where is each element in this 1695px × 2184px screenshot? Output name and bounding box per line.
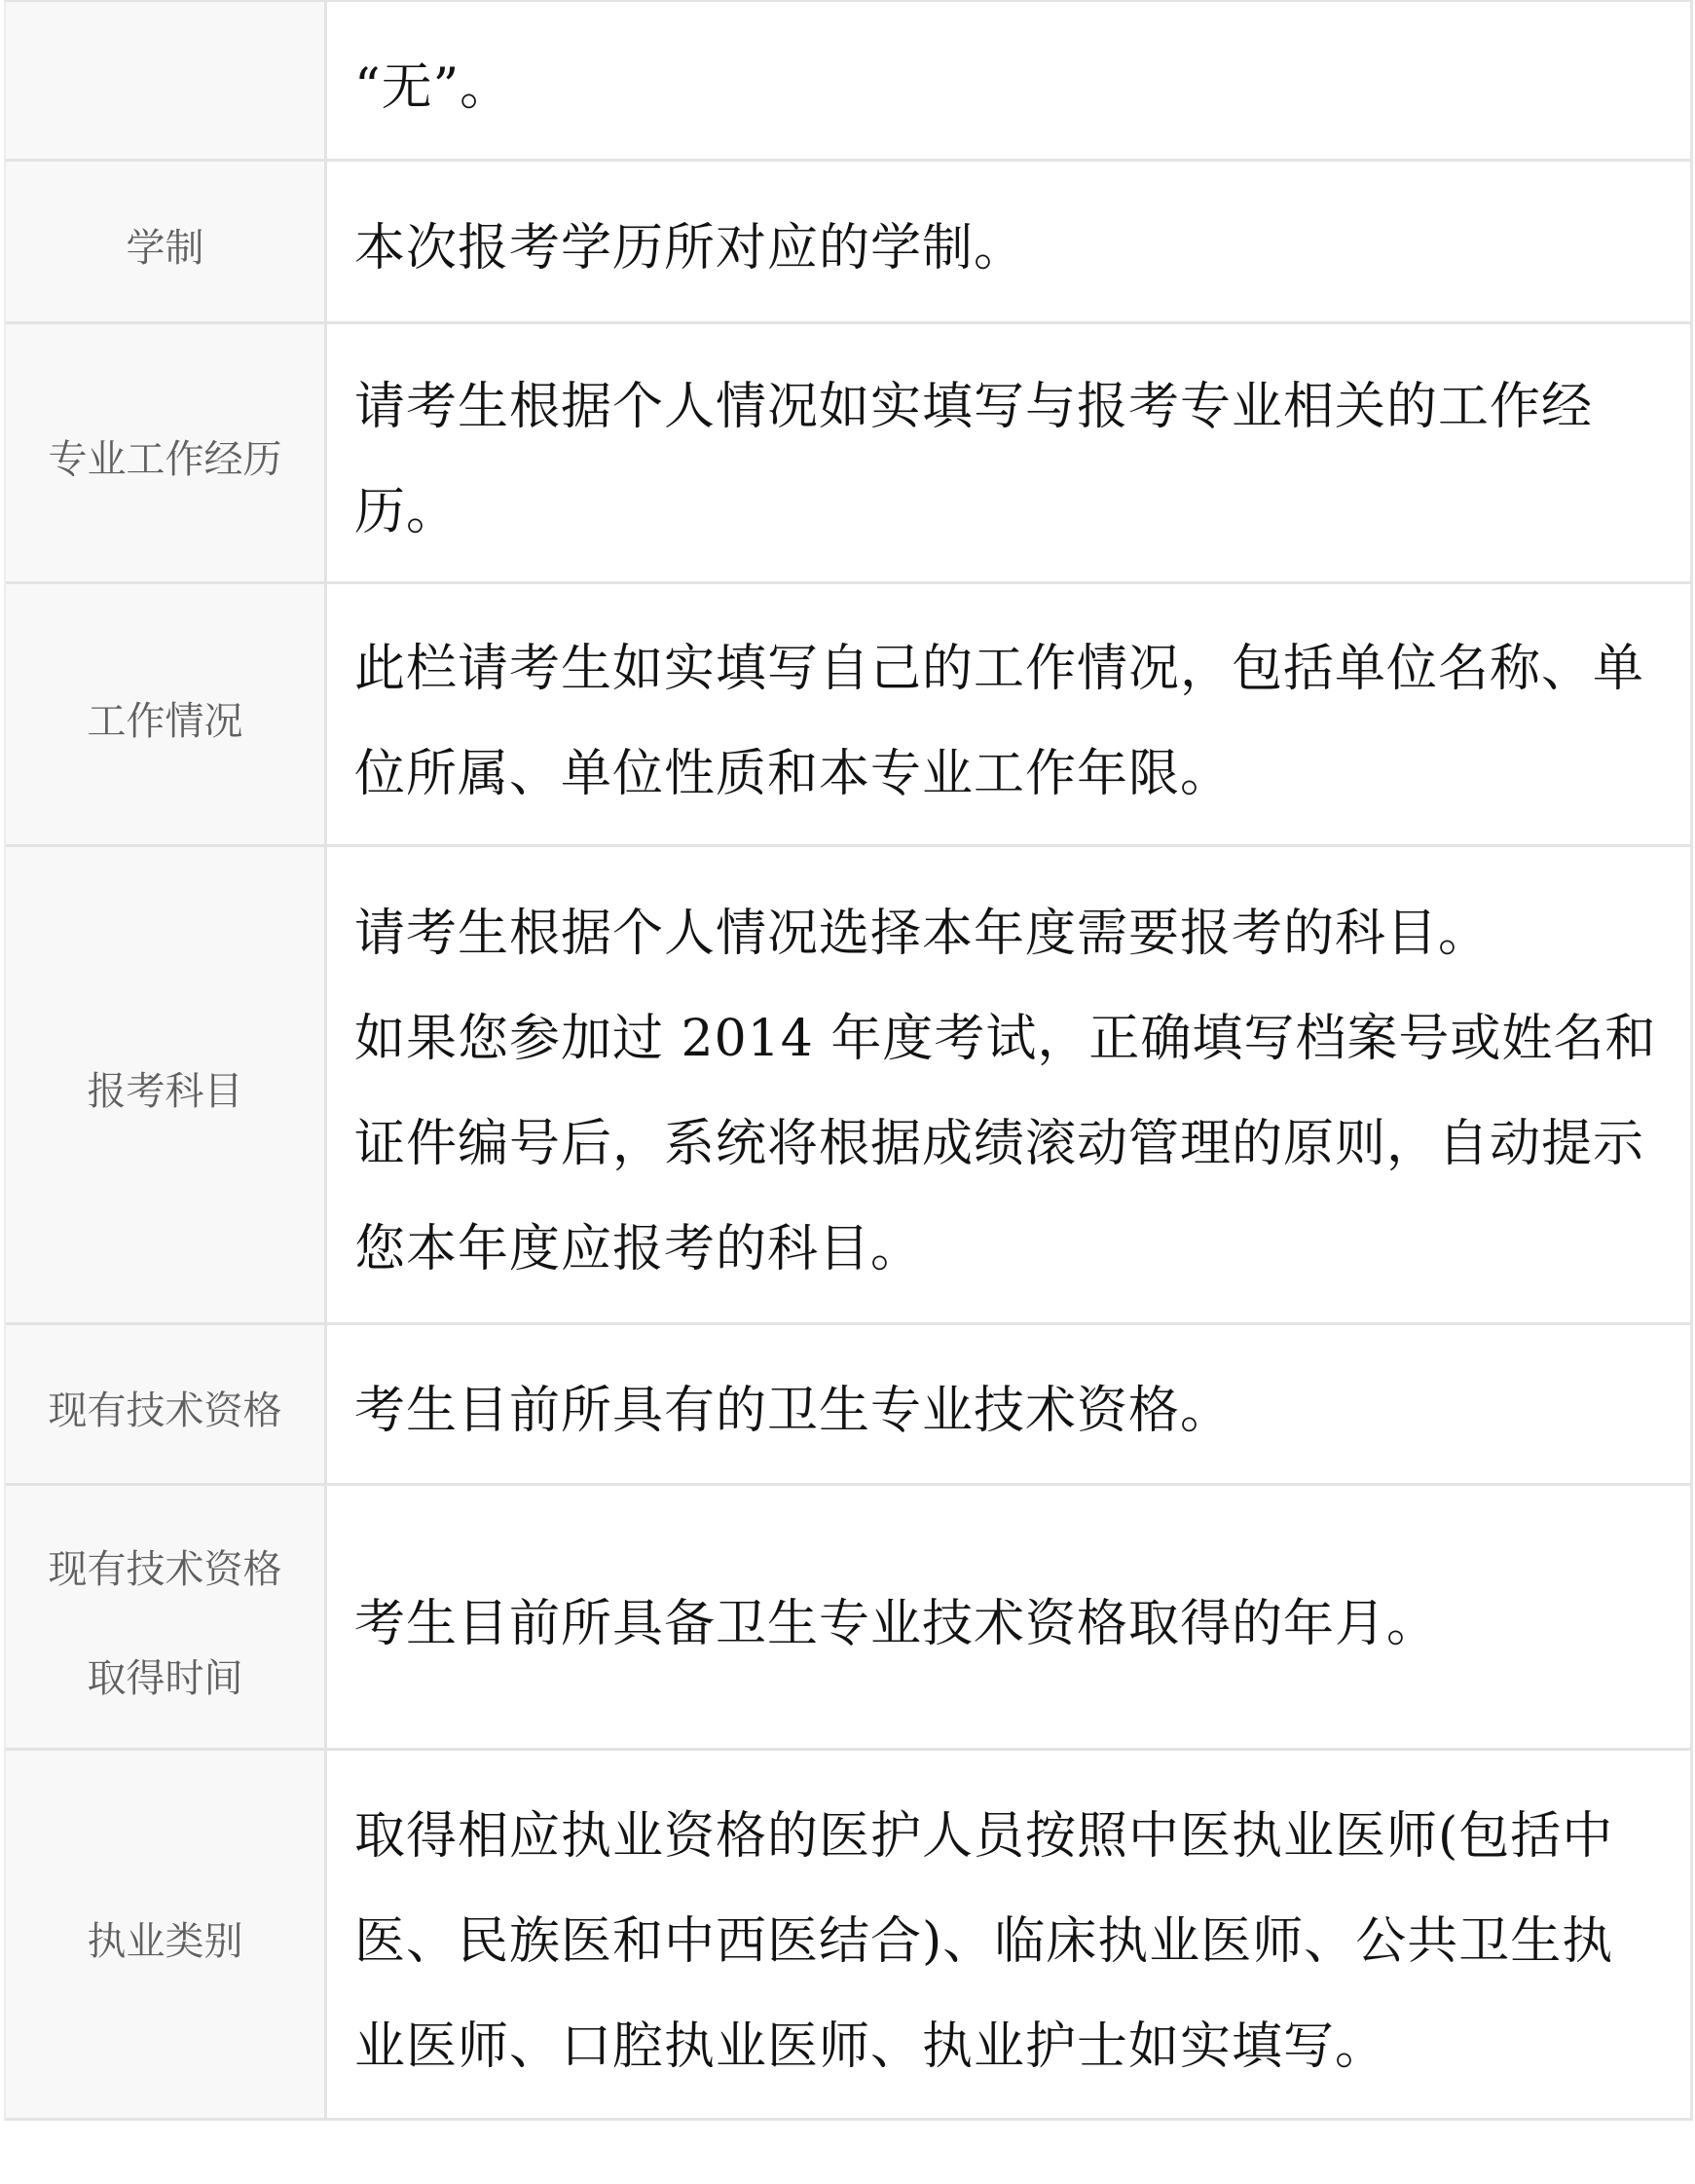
table-row xyxy=(6,162,1690,324)
content-line: 请考生根据个人情况如实填写与报考专业相关的工作经 xyxy=(354,378,1594,436)
content-line: 此栏请考生如实填写自己的工作情况，包括单位名称、单 xyxy=(354,639,1645,698)
row-content-cell xyxy=(327,162,1690,321)
table-row xyxy=(6,2,1690,162)
table-row xyxy=(6,584,1690,847)
row-label-cell xyxy=(6,847,327,1322)
row-label-cell xyxy=(6,1325,327,1483)
label-text: 现有技术资格 xyxy=(48,1547,282,1591)
content-line: 业医师、口腔执业医师、执业护士如实填写。 xyxy=(354,2017,1387,2076)
row-content-cell xyxy=(327,2,1690,159)
table-row xyxy=(6,1325,1690,1486)
content-line: 医、民族医和中西医结合)、临床执业医师、公共卫生执 xyxy=(354,1911,1614,1971)
row-content-cell xyxy=(327,847,1690,1322)
content-line: 考生目前所具有的卫生专业技术资格。 xyxy=(354,1382,1233,1440)
content-line: 证件编号后，系统将根据成绩滚动管理的原则，自动提示 xyxy=(354,1115,1645,1173)
row-content-cell xyxy=(327,1486,1690,1748)
row-content-cell xyxy=(327,584,1690,844)
label-text: 工作情况 xyxy=(87,699,243,743)
content-line: 考生目前所具备卫生专业技术资格取得的年月。 xyxy=(354,1594,1439,1653)
content-line: 历。 xyxy=(354,483,459,541)
table-row xyxy=(6,1486,1690,1751)
instruction-table xyxy=(4,0,1693,2121)
content-line: 取得相应执业资格的医护人员按照中医执业医师(包括中 xyxy=(354,1806,1614,1866)
table-row xyxy=(6,1751,1690,2121)
row-content-cell xyxy=(327,1325,1690,1483)
row-label-cell xyxy=(6,584,327,844)
table-row xyxy=(6,324,1690,584)
row-label-cell xyxy=(6,324,327,581)
row-label-cell xyxy=(6,2,327,159)
label-text: 学制 xyxy=(126,227,204,270)
row-label-cell xyxy=(6,162,327,321)
label-text: 现有技术资格 xyxy=(48,1389,282,1432)
row-label-cell xyxy=(6,1486,327,1748)
table-row xyxy=(6,847,1690,1325)
content-line: 请考生根据个人情况选择本年度需要报考的科目。 xyxy=(354,905,1491,963)
content-line: 您本年度应报考的科目。 xyxy=(354,1220,923,1278)
row-content-cell xyxy=(327,1751,1690,2118)
label-text: 专业工作经历 xyxy=(48,438,282,481)
row-label-cell xyxy=(6,1751,327,2118)
content-line: 位所属、单位性质和本专业工作年限。 xyxy=(354,744,1233,803)
label-text: 报考科目 xyxy=(87,1070,243,1113)
label-text: 取得时间 xyxy=(87,1656,243,1700)
content-line: 如果您参加过 2014 年度考试，正确填写档案号或姓名和 xyxy=(354,1010,1657,1068)
content-line: 本次报考学历所对应的学制。 xyxy=(354,219,1026,278)
row-content-cell xyxy=(327,324,1690,581)
label-text: 执业类别 xyxy=(87,1919,243,1963)
content-line: “无”。 xyxy=(354,57,512,117)
